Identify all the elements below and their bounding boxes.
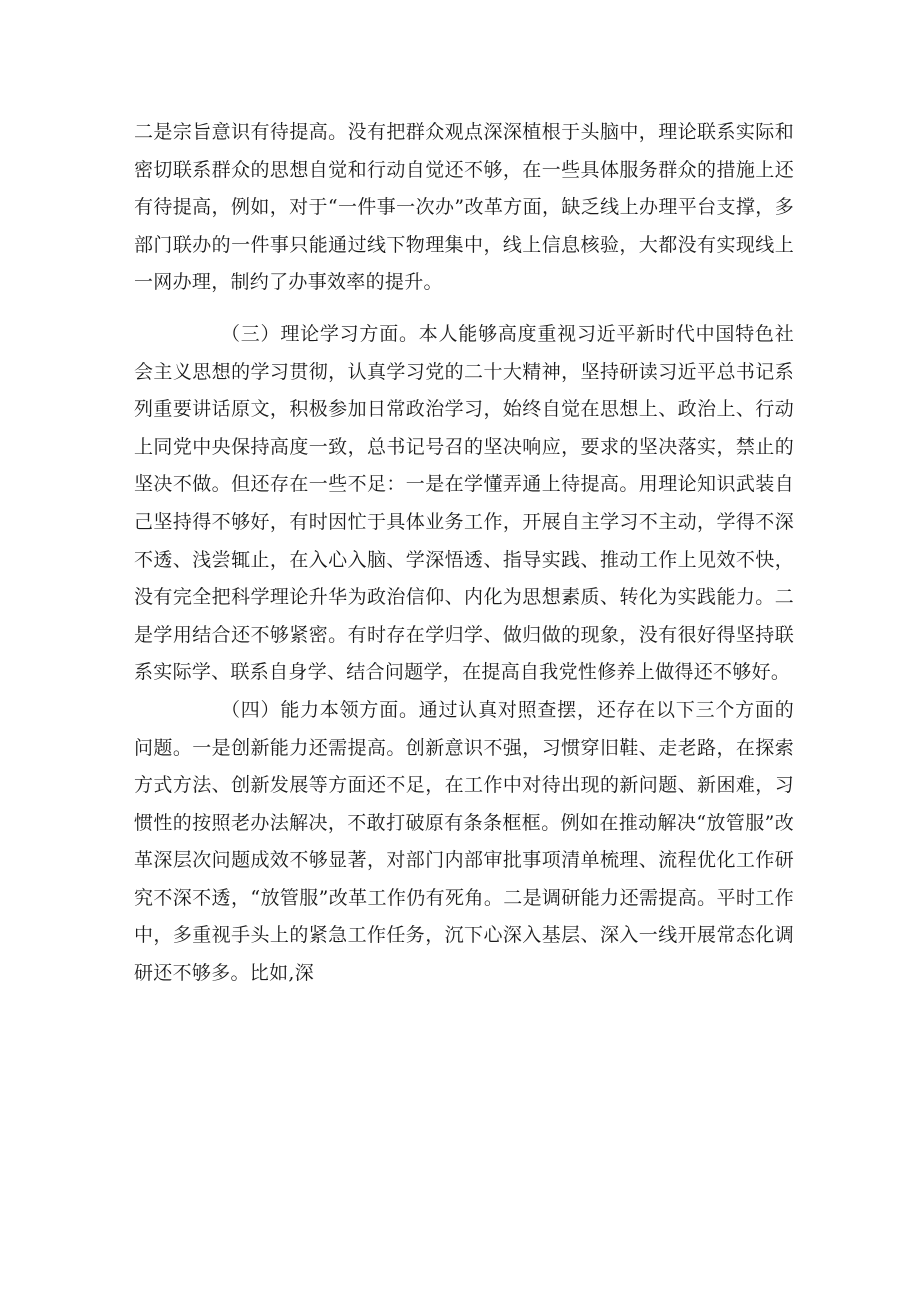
paragraph-theory-study: （三）理论学习方面。本人能够高度重视习近平新时代中国特色社会主义思想的学习贯彻，认真学习党的二十大精神，坚持研读习近平总书记系列重要讲话原文，积极参加日常政治学习，始终自觉在思想上、政治上、行动上同党中央保持高度一致，总书记号召的坚决响应，要求的坚决落实，禁止的坚决不做。但还存在一些不足：一是在学懂弄通上待提高。用理论知识武装自己坚持得不够好，有时因忙于具体业务工作，开展自主学习不主动，学得不深不透、浅尝辄止，在入心入脑、学深悟透、指导实践、推动工作上见效不快，没有完全把科学理论升华为政治信仰、内化为思想素质、转化为实践能力。二是学用结合还不够紧密。有时存在学归学、做归做的现象，没有很好得坚持联系实际学、联系自身学、结合问题学，在提高自我党性修养上做得还不够好。 bbox=[134, 322, 794, 684]
document-body bbox=[134, 114, 794, 993]
paragraph-purpose-awareness: 二是宗旨意识有待提高。没有把群众观点深深植根于头脑中，理论联系实际和密切联系群众的思想自觉和行动自觉还不够，在一些具体服务群众的措施上还有待提高，例如，对于“一件事一次办”改革方面，缺乏线上办理平台支撑，多部门联办的一件事只能通过线下物理集中，线上信息核验，大都没有实现线上一网办理，制约了办事效率的提升。 bbox=[134, 121, 794, 294]
paragraph-ability-skills: （四）能力本领方面。通过认真对照查摆，还存在以下三个方面的问题。一是创新能力还需提高。创新意识不强，习惯穿旧鞋、走老路，在探索方式方法、创新发展等方面还不足，在工作中对待出现的新问题、新困难，习惯性的按照老办法解决，不敢打破原有条条框框。例如在推动解决“放管服”改革深层次问题成效不够显著，对部门内部审批事项清单梳理、流程优化工作研究不深不透，“放管服”改革工作仍有死角。二是调研能力还需提高。平时工作中，多重视手头上的紧急工作任务，沉下心深入基层、深入一线开展常态化调研还不够多。比如,深 bbox=[134, 698, 794, 985]
